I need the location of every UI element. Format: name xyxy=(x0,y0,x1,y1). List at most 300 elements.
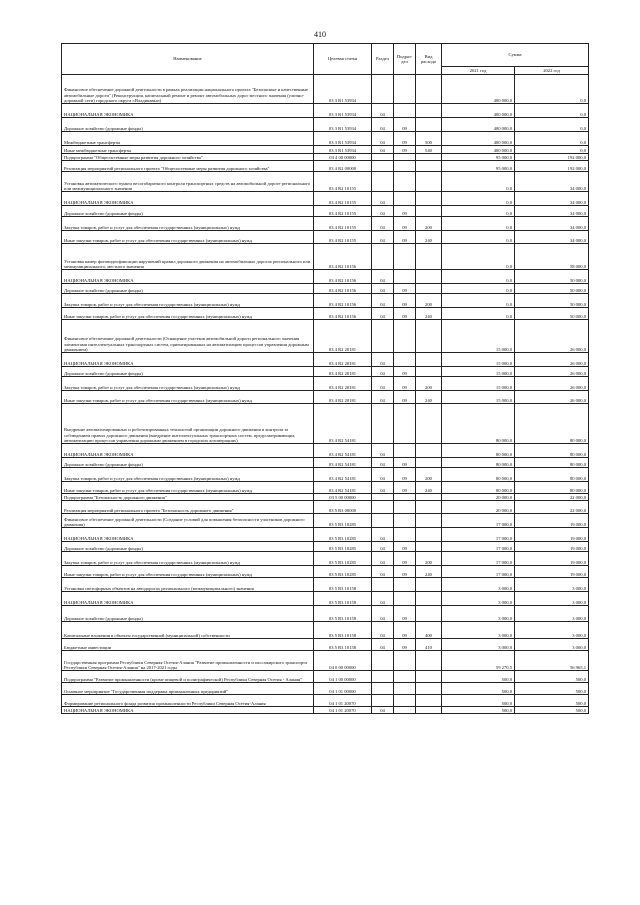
cell-name: Установка автоматического пункта весогабаритного контроля транспортных средств на автомобильной дороге регионального или межмуниципального значения xyxy=(62,172,314,192)
table-row xyxy=(62,501,589,514)
cell-sum-2022: 80 000,0 xyxy=(515,404,589,444)
cell-subsection: 09 xyxy=(394,308,416,320)
cell-target-code: 03 4 R2 10155 xyxy=(314,172,372,192)
cell-expense-type xyxy=(416,695,442,707)
cell-target-code: 03 3 R1 53934 xyxy=(314,104,372,118)
cell-sum-2021: 400 000,0 xyxy=(442,132,515,146)
cell-expense-type xyxy=(416,404,442,444)
cell-name: Установка светофорных объектов на автодорогах регионального (межмуниципального) значения xyxy=(62,578,314,592)
cell-section xyxy=(372,514,394,528)
cell-name: Подпрограмма "Безопасность дорожного движения" xyxy=(62,494,314,501)
cell-subsection: 09 xyxy=(394,377,416,391)
cell-target-code: 03 4 R2 54181 xyxy=(314,468,372,482)
cell-expense-type: 540 xyxy=(416,146,442,154)
cell-name: Иные закупки товаров, работ и услуг для обеспечения государственных (муниципальных) нужд xyxy=(62,391,314,404)
cell-expense-type: 240 xyxy=(416,231,442,244)
cell-section xyxy=(372,501,394,514)
cell-subsection xyxy=(394,671,416,683)
table-row xyxy=(62,444,589,458)
cell-sum-2021: 400 000,0 xyxy=(442,75,515,104)
cell-sum-2022: 500,0 xyxy=(515,695,589,707)
cell-sum-2021: 59 270,5 xyxy=(442,651,515,671)
cell-name: Закупка товаров, работ и услуг для обеспечения государственных (муниципальных) нужд xyxy=(62,377,314,391)
cell-name: Бюджетные инвестиции xyxy=(62,639,314,651)
cell-section xyxy=(372,578,394,592)
cell-name: Финансовое обеспечение дорожной деятельности (Создание условий для повышения безопасности участников дорожного движения) xyxy=(62,514,314,528)
table-row xyxy=(62,353,589,367)
cell-sum-2022: 34 000,0 xyxy=(515,192,589,206)
table-row xyxy=(62,494,589,501)
budget-table xyxy=(61,43,589,714)
cell-section: 04 xyxy=(372,132,394,146)
cell-target-code: 03 4 R2 10156 xyxy=(314,270,372,284)
cell-target-code: 03 4 R2 20181 xyxy=(314,391,372,404)
cell-sum-2022: 500,0 xyxy=(515,671,589,683)
cell-subsection xyxy=(394,353,416,367)
cell-expense-type: 400 xyxy=(416,622,442,639)
table-row xyxy=(62,404,589,444)
cell-target-code: 04 1 00 00000 xyxy=(314,671,372,683)
cell-section: 04 xyxy=(372,367,394,377)
cell-target-code: 03 5 00 00000 xyxy=(314,494,372,501)
cell-target-code: 03 5 R3 10285 xyxy=(314,566,372,578)
cell-section: 04 xyxy=(372,606,394,622)
cell-sum-2022: 19 000,0 xyxy=(515,528,589,542)
cell-section: 04 xyxy=(372,217,394,231)
table-row xyxy=(62,217,589,231)
cell-expense-type: 500 xyxy=(416,132,442,146)
table-row xyxy=(62,206,589,217)
header-sum: Сумма xyxy=(442,44,589,67)
cell-subsection xyxy=(394,320,416,353)
cell-section: 04 xyxy=(372,146,394,154)
table-row xyxy=(62,468,589,482)
cell-name: Иные закупки товаров, работ и услуг для обеспечения государственных (муниципальных) нужд xyxy=(62,566,314,578)
cell-sum-2022: 26 000,0 xyxy=(515,320,589,353)
cell-section: 04 xyxy=(372,231,394,244)
cell-section: 04 xyxy=(372,206,394,217)
cell-subsection xyxy=(394,651,416,671)
cell-sum-2021: 80 000,0 xyxy=(442,458,515,468)
table-row xyxy=(62,458,589,468)
cell-target-code: 03 4 R2 00000 xyxy=(314,161,372,172)
cell-sum-2021: 80 000,0 xyxy=(442,404,515,444)
cell-sum-2022: 19 000,0 xyxy=(515,514,589,528)
cell-sum-2021: 17 000,0 xyxy=(442,542,515,552)
cell-name: НАЦИОНАЛЬНАЯ ЭКОНОМИКА xyxy=(62,707,314,714)
cell-section xyxy=(372,671,394,683)
cell-name: Дорожное хозяйство (дорожные фонды) xyxy=(62,367,314,377)
cell-target-code: 03 3 R1 53934 xyxy=(314,118,372,132)
cell-target-code: 03 5 R3 10285 xyxy=(314,542,372,552)
cell-sum-2022: 22 000,0 xyxy=(515,501,589,514)
cell-subsection xyxy=(394,172,416,192)
table-row xyxy=(62,391,589,404)
cell-section xyxy=(372,172,394,192)
cell-sum-2022: 26 000,0 xyxy=(515,391,589,404)
cell-expense-type xyxy=(416,206,442,217)
cell-expense-type: 240 xyxy=(416,482,442,494)
cell-sum-2021: 15 000,0 xyxy=(442,377,515,391)
cell-expense-type xyxy=(416,542,442,552)
cell-subsection: 09 xyxy=(394,367,416,377)
cell-name: НАЦИОНАЛЬНАЯ ЭКОНОМИКА xyxy=(62,270,314,284)
cell-sum-2021: 0,0 xyxy=(442,270,515,284)
table-row xyxy=(62,566,589,578)
cell-subsection xyxy=(394,514,416,528)
cell-name: НАЦИОНАЛЬНАЯ ЭКОНОМИКА xyxy=(62,592,314,606)
cell-subsection: 09 xyxy=(394,542,416,552)
cell-name: Формирование регионального фонда развития промышленности Республики Северная Осетия-Алания xyxy=(62,695,314,707)
cell-expense-type xyxy=(416,104,442,118)
table-row xyxy=(62,482,589,494)
cell-sum-2021: 0,0 xyxy=(442,294,515,308)
table-row xyxy=(62,231,589,244)
cell-expense-type xyxy=(416,75,442,104)
cell-target-code: 03 5 R3 10285 xyxy=(314,514,372,528)
cell-target-code: 04 1 01 20070 xyxy=(314,707,372,714)
cell-target-code: 03 4 R2 54181 xyxy=(314,482,372,494)
cell-subsection xyxy=(394,683,416,695)
cell-name: Иные закупки товаров, работ и услуг для обеспечения государственных (муниципальных) нужд xyxy=(62,308,314,320)
cell-expense-type xyxy=(416,528,442,542)
cell-sum-2021: 0,0 xyxy=(442,308,515,320)
cell-name: Реализация мероприятий регионального проекта "Общесистемные меры развития дорожного хозяйства" xyxy=(62,161,314,172)
table-row xyxy=(62,671,589,683)
table-row xyxy=(62,377,589,391)
cell-section xyxy=(372,320,394,353)
table-row xyxy=(62,320,589,353)
cell-expense-type xyxy=(416,192,442,206)
cell-sum-2022: 19 000,0 xyxy=(515,542,589,552)
cell-sum-2022: 26 000,0 xyxy=(515,367,589,377)
cell-expense-type xyxy=(416,606,442,622)
cell-sum-2021: 400 000,0 xyxy=(442,118,515,132)
cell-sum-2021: 95 000,0 xyxy=(442,154,515,161)
cell-sum-2021: 3 000,0 xyxy=(442,639,515,651)
cell-sum-2022: 56 965,1 xyxy=(515,651,589,671)
cell-name: Межбюджетные трансферты xyxy=(62,132,314,146)
cell-name: НАЦИОНАЛЬНАЯ ЭКОНОМИКА xyxy=(62,192,314,206)
table-row xyxy=(62,161,589,172)
table-row xyxy=(62,146,589,154)
cell-name: НАЦИОНАЛЬНАЯ ЭКОНОМИКА xyxy=(62,104,314,118)
cell-expense-type xyxy=(416,592,442,606)
cell-subsection: 09 xyxy=(394,284,416,294)
cell-expense-type xyxy=(416,683,442,695)
table-row xyxy=(62,542,589,552)
table-row xyxy=(62,683,589,695)
cell-target-code: 03 4 R2 10155 xyxy=(314,217,372,231)
cell-subsection xyxy=(394,592,416,606)
cell-section xyxy=(372,154,394,161)
cell-expense-type xyxy=(416,270,442,284)
cell-name: Дорожное хозяйство (дорожные фонды) xyxy=(62,458,314,468)
cell-name: Основное мероприятие "Государственная поддержка промышленных предприятий" xyxy=(62,683,314,695)
cell-expense-type xyxy=(416,578,442,592)
cell-expense-type xyxy=(416,244,442,270)
cell-sum-2022: 0,0 xyxy=(515,104,589,118)
cell-sum-2022: 58 000,0 xyxy=(515,244,589,270)
table-row xyxy=(62,592,589,606)
header-year-2021: 2021 год xyxy=(442,67,515,75)
cell-expense-type: 410 xyxy=(416,639,442,651)
cell-expense-type xyxy=(416,161,442,172)
cell-subsection: 09 xyxy=(394,206,416,217)
cell-section: 04 xyxy=(372,308,394,320)
cell-section: 04 xyxy=(372,270,394,284)
cell-target-code: 04 1 01 20070 xyxy=(314,695,372,707)
cell-sum-2022: 0,0 xyxy=(515,132,589,146)
cell-subsection: 09 xyxy=(394,146,416,154)
cell-expense-type xyxy=(416,172,442,192)
cell-section: 04 xyxy=(372,707,394,714)
cell-sum-2022: 34 000,0 xyxy=(515,206,589,217)
cell-subsection: 09 xyxy=(394,231,416,244)
cell-target-code: 03 4 R2 20181 xyxy=(314,320,372,353)
table-row xyxy=(62,172,589,192)
table-row xyxy=(62,192,589,206)
cell-subsection xyxy=(394,244,416,270)
cell-section xyxy=(372,75,394,104)
cell-subsection: 09 xyxy=(394,217,416,231)
cell-sum-2021: 95 000,0 xyxy=(442,161,515,172)
cell-sum-2022: 0,0 xyxy=(515,75,589,104)
cell-section: 04 xyxy=(372,468,394,482)
cell-sum-2022: 192 000,0 xyxy=(515,154,589,161)
cell-expense-type: 200 xyxy=(416,294,442,308)
cell-name: Дорожное хозяйство (дорожные фонды) xyxy=(62,284,314,294)
cell-section: 04 xyxy=(372,377,394,391)
cell-sum-2021: 0,0 xyxy=(442,172,515,192)
cell-target-code: 03 4 R2 54181 xyxy=(314,404,372,444)
cell-target-code: 03 5 R3 10158 xyxy=(314,622,372,639)
cell-expense-type: 240 xyxy=(416,308,442,320)
cell-sum-2021: 15 000,0 xyxy=(442,320,515,353)
cell-expense-type xyxy=(416,651,442,671)
cell-section xyxy=(372,651,394,671)
cell-section xyxy=(372,695,394,707)
cell-sum-2022: 3 000,0 xyxy=(515,578,589,592)
cell-sum-2022: 19 000,0 xyxy=(515,566,589,578)
cell-expense-type xyxy=(416,494,442,501)
cell-sum-2021: 500,0 xyxy=(442,695,515,707)
cell-target-code: 03 5 R3 00000 xyxy=(314,501,372,514)
cell-sum-2022: 80 000,0 xyxy=(515,458,589,468)
cell-sum-2021: 0,0 xyxy=(442,284,515,294)
cell-sum-2022: 3 000,0 xyxy=(515,592,589,606)
cell-section xyxy=(372,404,394,444)
table-row xyxy=(62,639,589,651)
cell-sum-2022: 50 000,0 xyxy=(515,294,589,308)
cell-section: 04 xyxy=(372,639,394,651)
cell-name: Капитальные вложения в объекты государственной (муниципальной) собственности xyxy=(62,622,314,639)
cell-sum-2021: 80 000,0 xyxy=(442,482,515,494)
cell-section: 04 xyxy=(372,528,394,542)
table-row xyxy=(62,154,589,161)
cell-sum-2022: 0,0 xyxy=(515,146,589,154)
cell-sum-2021: 400 000,0 xyxy=(442,104,515,118)
cell-section: 04 xyxy=(372,391,394,404)
cell-sum-2021: 500,0 xyxy=(442,707,515,714)
cell-target-code: 03 4 R2 54181 xyxy=(314,444,372,458)
cell-target-code: 04 1 01 00000 xyxy=(314,683,372,695)
cell-name: Государственная программа Республики Северная Осетия-Алания "Развитие промышленности и пассажирского транспорта Республики Северная Осетия-Алания" на 2017-2021 годы xyxy=(62,651,314,671)
cell-expense-type xyxy=(416,367,442,377)
cell-target-code: 03 5 R3 10285 xyxy=(314,552,372,566)
cell-name: Финансовое обеспечение дорожной деятельности (Оснащение участков автомобильной дороги регионального значения элементами интеллектуальных транспортных систем, ориентированных на автоматизацию процессов управления дорожным движением) xyxy=(62,320,314,353)
header-expense-type: Вид расхода xyxy=(416,44,442,75)
cell-sum-2022: 26 000,0 xyxy=(515,377,589,391)
cell-target-code: 03 4 R2 10155 xyxy=(314,231,372,244)
cell-target-code: 03 4 R2 20181 xyxy=(314,353,372,367)
cell-subsection xyxy=(394,494,416,501)
cell-subsection xyxy=(394,707,416,714)
cell-name: Иные закупки товаров, работ и услуг для обеспечения государственных (муниципальных) нужд xyxy=(62,231,314,244)
cell-sum-2021: 0,0 xyxy=(442,192,515,206)
cell-subsection: 09 xyxy=(394,391,416,404)
cell-subsection xyxy=(394,192,416,206)
cell-target-code: 03 5 R3 10158 xyxy=(314,578,372,592)
cell-subsection xyxy=(394,270,416,284)
cell-subsection: 09 xyxy=(394,132,416,146)
cell-subsection xyxy=(394,104,416,118)
cell-sum-2021: 0,0 xyxy=(442,244,515,270)
table-row xyxy=(62,244,589,270)
cell-section: 04 xyxy=(372,566,394,578)
table-body xyxy=(62,75,589,714)
cell-expense-type: 200 xyxy=(416,217,442,231)
cell-target-code: 03 3 R1 53934 xyxy=(314,132,372,146)
cell-target-code: 03 3 R1 53934 xyxy=(314,146,372,154)
cell-target-code: 04 0 00 00000 xyxy=(314,651,372,671)
table-row xyxy=(62,294,589,308)
cell-expense-type xyxy=(416,320,442,353)
cell-sum-2022: 3 000,0 xyxy=(515,606,589,622)
cell-subsection: 09 xyxy=(394,622,416,639)
cell-name: Иные закупки товаров, работ и услуг для обеспечения государственных (муниципальных) нужд xyxy=(62,482,314,494)
cell-name: Установка камер фотовидеофиксации нарушений правил дорожного движения на автомобильных дорогах регионального или межмуниципального, местного значения xyxy=(62,244,314,270)
cell-sum-2021: 500,0 xyxy=(442,683,515,695)
cell-sum-2021: 80 000,0 xyxy=(442,444,515,458)
cell-sum-2022: 80 000,0 xyxy=(515,444,589,458)
cell-sum-2022: 500,0 xyxy=(515,683,589,695)
cell-target-code: 03 4 R2 20181 xyxy=(314,377,372,391)
cell-subsection: 09 xyxy=(394,294,416,308)
cell-name: НАЦИОНАЛЬНАЯ ЭКОНОМИКА xyxy=(62,444,314,458)
cell-name: Подпрограмма "Развитие промышленности (кроме пищевой и полиграфической) Республики Северная Осетия - Алания" xyxy=(62,671,314,683)
cell-name: Дорожное хозяйство (дорожные фонды) xyxy=(62,606,314,622)
table-row xyxy=(62,308,589,320)
cell-section: 04 xyxy=(372,294,394,308)
cell-sum-2021: 20 000,0 xyxy=(442,494,515,501)
table-row xyxy=(62,132,589,146)
cell-sum-2022: 500,0 xyxy=(515,707,589,714)
table-row xyxy=(62,578,589,592)
cell-name: Закупка товаров, работ и услуг для обеспечения государственных (муниципальных) нужд xyxy=(62,294,314,308)
cell-target-code: 03 4 R2 10155 xyxy=(314,206,372,217)
cell-section: 04 xyxy=(372,482,394,494)
cell-name: Закупка товаров, работ и услуг для обеспечения государственных (муниципальных) нужд xyxy=(62,217,314,231)
table-row xyxy=(62,284,589,294)
cell-name: Подпрограмма "Общесистемные меры развития дорожного хозяйства" xyxy=(62,154,314,161)
cell-name: Закупка товаров, работ и услуг для обеспечения государственных (муниципальных) нужд xyxy=(62,468,314,482)
cell-section: 04 xyxy=(372,118,394,132)
table-row xyxy=(62,552,589,566)
cell-expense-type: 240 xyxy=(416,391,442,404)
cell-subsection: 09 xyxy=(394,458,416,468)
cell-sum-2022: 22 000,0 xyxy=(515,494,589,501)
header-name: Наименование xyxy=(62,44,314,75)
cell-sum-2021: 20 000,0 xyxy=(442,501,515,514)
table-row xyxy=(62,514,589,528)
cell-target-code: 03 4 R2 54181 xyxy=(314,458,372,468)
cell-section: 04 xyxy=(372,353,394,367)
cell-expense-type: 200 xyxy=(416,552,442,566)
header-subsection: Подраз-дел xyxy=(394,44,416,75)
cell-expense-type xyxy=(416,444,442,458)
cell-sum-2021: 3 000,0 xyxy=(442,578,515,592)
cell-section xyxy=(372,161,394,172)
cell-sum-2021: 17 000,0 xyxy=(442,552,515,566)
cell-sum-2021: 15 000,0 xyxy=(442,353,515,367)
cell-sum-2022: 19 000,0 xyxy=(515,552,589,566)
cell-section xyxy=(372,244,394,270)
cell-sum-2022: 192 000,0 xyxy=(515,161,589,172)
cell-target-code: 03 5 R3 10158 xyxy=(314,606,372,622)
table-row xyxy=(62,707,589,714)
cell-expense-type: 200 xyxy=(416,468,442,482)
table-row xyxy=(62,651,589,671)
header-section: Раздел xyxy=(372,44,394,75)
cell-target-code: 03 4 R2 10155 xyxy=(314,192,372,206)
cell-sum-2022: 34 000,0 xyxy=(515,231,589,244)
cell-target-code: 03 4 R2 10156 xyxy=(314,284,372,294)
cell-section: 04 xyxy=(372,284,394,294)
table-row xyxy=(62,695,589,707)
cell-sum-2022: 80 000,0 xyxy=(515,482,589,494)
table-row xyxy=(62,118,589,132)
cell-name: Иные межбюджетные трансферты xyxy=(62,146,314,154)
cell-expense-type xyxy=(416,514,442,528)
table-row xyxy=(62,528,589,542)
cell-subsection xyxy=(394,444,416,458)
cell-subsection: 09 xyxy=(394,118,416,132)
cell-subsection: 09 xyxy=(394,552,416,566)
cell-subsection: 09 xyxy=(394,468,416,482)
cell-target-code: 03 5 R3 10158 xyxy=(314,592,372,606)
cell-subsection xyxy=(394,695,416,707)
cell-sum-2022: 50 000,0 xyxy=(515,270,589,284)
header-year-2022: 2022 год xyxy=(515,67,589,75)
cell-target-code: 03 4 R2 10156 xyxy=(314,308,372,320)
cell-name: НАЦИОНАЛЬНАЯ ЭКОНОМИКА xyxy=(62,353,314,367)
cell-name: Закупка товаров, работ и услуг для обеспечения государственных (муниципальных) нужд xyxy=(62,552,314,566)
cell-name: Дорожное хозяйство (дорожные фонды) xyxy=(62,206,314,217)
cell-sum-2021: 0,0 xyxy=(442,217,515,231)
cell-target-code: 03 4 00 00000 xyxy=(314,154,372,161)
cell-sum-2021: 80 000,0 xyxy=(442,468,515,482)
cell-name: Дорожное хозяйство (дорожные фонды) xyxy=(62,542,314,552)
cell-section: 04 xyxy=(372,192,394,206)
cell-sum-2021: 0,0 xyxy=(442,206,515,217)
header-code: Целевая статья xyxy=(314,44,372,75)
cell-sum-2021: 500,0 xyxy=(442,671,515,683)
cell-section: 04 xyxy=(372,104,394,118)
table-row xyxy=(62,622,589,639)
cell-subsection: 09 xyxy=(394,606,416,622)
cell-expense-type: 200 xyxy=(416,377,442,391)
